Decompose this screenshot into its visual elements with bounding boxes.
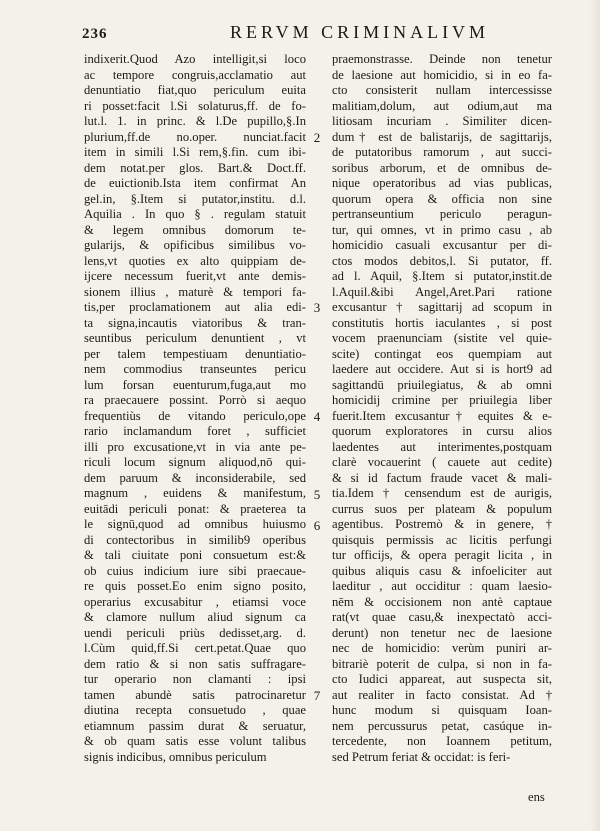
text-line: dum† est de balistarijs, de sagittarijs, (332, 129, 552, 144)
text-line: praemonstrasse. Deinde non tenetur (332, 52, 552, 66)
text-line: quibus aliquis casu & infoeliciter aut (332, 563, 552, 578)
text-line: diutina recepta consuetudo , quae (84, 703, 306, 717)
text-line: constitutis hortis iaculantes , si post (332, 315, 552, 330)
marginal-number: 6 (313, 518, 321, 533)
text-line: agentibus. Postremò & in genere, † (332, 517, 552, 531)
text-line: currus suos per plateam & populum (332, 501, 552, 516)
text-line: tercedente, non Ioannem petitum, (332, 734, 552, 748)
text-line: dem notat.per glos. Bart.& Doct.ff. (84, 160, 306, 175)
text-line: euitādi periculi ponat: & praeterea ta (84, 501, 306, 516)
text-line: sagittandū priuilegiatus, & ab omni (332, 377, 552, 392)
text-line: litiosam incuriam . Similiter dicen- (332, 114, 552, 128)
text-line: & clamore nullum aliud signum ca (84, 610, 306, 624)
text-line: rario inclamandum foret , sufficiet (84, 424, 306, 438)
text-line: derunt) non tenetur nec de laesione (332, 625, 552, 640)
marginal-number: 2 (313, 130, 321, 145)
text-line: ra praecauere possint. Porrò si aequo (84, 393, 306, 407)
text-line: fuerit.Item excusantur† equites & e- (332, 408, 552, 423)
left-text-column (84, 52, 306, 765)
text-line: lum forsan euenturum,fuga,aut mo (84, 377, 306, 392)
text-line: per talem tempestiuam denuntiatio- (84, 346, 306, 361)
text-line: ijcere necessum fuerit,vt ante demis- (84, 269, 306, 283)
text-line: uendi periculi priùs dedisset,arg. d. (84, 625, 306, 640)
text-line: nem commodius transeuntes pericu (84, 362, 306, 376)
text-line: nec de homicidio: verùm puniri ar- (332, 641, 552, 655)
catchword: ens (528, 790, 545, 804)
text-line: ctos modos debitos,l. Si putator, ff. (332, 253, 552, 268)
text-line: plurium,ff.de no.oper. nunciat.facit (84, 129, 306, 144)
text-line: tis,per proclamationem aut alia edi- (84, 300, 306, 314)
text-line: l.Cùm quid,ff.Si cert.petat.Quae quo (84, 641, 306, 655)
text-line: laeditur , aut occiditur : quam laesio- (332, 579, 552, 593)
text-line: rat(vt quae casu,& inexpectatò acci- (332, 610, 552, 624)
text-line: nem percussurus petat, casúque in- (332, 718, 552, 733)
text-line: operarius excusabitur , etiamsi voce (84, 594, 306, 609)
text-line: quorum exploratores in cursu alios (332, 424, 552, 438)
text-line: gel.in, §.Item si putator,institu. d.l. (84, 191, 306, 206)
running-head: RERVM CRIMINALIVM (230, 22, 490, 42)
text-line: de putatoribus ramorum , aut succi- (332, 145, 552, 159)
text-line: laedere aut occidere. Aut si is hort9 ad (332, 362, 552, 376)
text-line: frequentiùs de vitando periculo,ope (84, 408, 306, 423)
text-line: vocem praenunciam (sistite vel quie- (332, 331, 552, 345)
text-line: re quis posset.Eo enim signo posito, (84, 579, 306, 593)
page-header (0, 22, 600, 50)
text-line: malitiam,dolum, aut odium,aut ma (332, 98, 552, 113)
text-line: de laesione aut homicidio, si in eo fa- (332, 67, 552, 82)
text-line: ac tempore congruis,acclamatio aut (84, 67, 306, 82)
text-line: sed Petrum feriat & occidat: is feri- (332, 749, 511, 764)
page-number: 236 (82, 26, 108, 42)
text-line: de euictionib.Ista item confirmat An (84, 176, 306, 190)
text-line: homicidij crimine per priuilegia liber (332, 393, 552, 407)
text-line: & ob quam satis esse volunt talibus (84, 734, 306, 748)
text-line: pertranseuntium periculo peragun- (332, 207, 552, 221)
text-line: etiamnum passim durat & seruatur, (84, 718, 306, 733)
text-line: tur, qui omnes, vt in primo casu , ab (332, 222, 552, 237)
text-line: tamen abundè satis patrocinaretur (84, 687, 306, 702)
marginal-number: 7 (313, 688, 321, 703)
text-line: tur operario non clamanti : ipsi (84, 672, 306, 686)
text-line: nēm & occisionem non antè captaue (332, 594, 552, 609)
text-line: ad l. Aquil, §.Item si putator,instit.de (332, 269, 552, 283)
text-line: denuntiatio fiat,quo periculum euita (84, 83, 306, 97)
text-line: cto Iudici appareat, aut suspecta sit, (332, 672, 552, 686)
text-line: excusantur † sagittarij ad scopum in (332, 300, 552, 314)
text-line: riculi locum signum aliquod,nō qui- (84, 455, 306, 469)
text-line: soribus arborum, et de omnibus de- (332, 160, 552, 175)
text-line: item in simili l.Si rem,§.fin. cum ibi- (84, 145, 306, 159)
marginal-number: 3 (313, 300, 321, 315)
text-line: lens,vt quoties ex alto quippiam de- (84, 253, 306, 268)
text-line: illi pro excusatione,vt in via ante pe- (84, 439, 306, 454)
text-line: lut.l. 1. in princ. & l.De pupillo,§.In (84, 114, 306, 128)
text-line: & tali ciuitate poni consuetum est:& (84, 548, 306, 562)
text-line: ob cuius indicium iure sibi praecaue- (84, 563, 306, 578)
text-line: tur officijs, & opera peragit licita , in (332, 548, 552, 562)
text-line: & si id factum fraude vacet & mali- (332, 470, 552, 485)
text-line: gularijs, & opificibus similibus vo- (84, 238, 306, 252)
text-line: ta signa,incautis viatoribus & tran- (84, 315, 306, 330)
text-line: ri posset:facit l.Si solaturus,ff. de fo- (84, 98, 306, 113)
text-line: l.Aquil.&ibi Angel,Aret.Pari ratione (332, 284, 552, 299)
text-line: le signū,quod ad omnibus huiusmo (84, 517, 306, 531)
text-line: di contectoribus in similib9 operibus (84, 532, 306, 547)
text-line: quorum opera & officia non sine (332, 191, 552, 206)
text-line: clarè vocauerint ( cauete aut cedite) (332, 455, 552, 469)
right-text-column (332, 52, 552, 765)
text-line: bitrariè poterit de culpa, si non in fa- (332, 656, 552, 671)
text-line: signis indicibus, omnibus periculum (84, 749, 267, 764)
text-line: seuntibus periculum denuntient , vt (84, 331, 306, 345)
text-line: scite) contingat eos quempiam aut (332, 346, 552, 361)
text-line: indixerit.Quod Azo intelligit,si loco (84, 52, 306, 66)
text-line: homicidio casuali excusantur per di- (332, 238, 552, 252)
text-line: sionem illius , maturè & tempori fa- (84, 284, 306, 299)
text-line: Aquilia . In quo § . regulam statuit (84, 207, 306, 221)
text-line: dem paruum & inconsiderabile, sed (84, 470, 306, 485)
marginal-number: 4 (313, 409, 321, 424)
text-line: & legem omnibus domorum te- (84, 222, 306, 237)
text-line: cto consisterit nullam intercessisse (332, 83, 552, 97)
text-line: magnum , euidens & manifestum, (84, 486, 306, 500)
text-line: laedentes aut interimentes,postquam (332, 439, 552, 454)
text-line: aut realiter in facto consistat. Ad † (332, 687, 552, 702)
text-line: nique operatoribus ad vias publicas, (332, 176, 552, 190)
text-line: hunc modum si quisquam Ioan- (332, 703, 552, 717)
page-edge-shadow (590, 0, 600, 831)
text-line: dem ratio & si non satis suffragare- (84, 656, 306, 671)
text-line: quisquis permissis ac licitis perfungi (332, 532, 552, 547)
marginal-number: 5 (313, 487, 321, 502)
text-line: tia.Idem † censendum est de aurigis, (332, 486, 552, 500)
